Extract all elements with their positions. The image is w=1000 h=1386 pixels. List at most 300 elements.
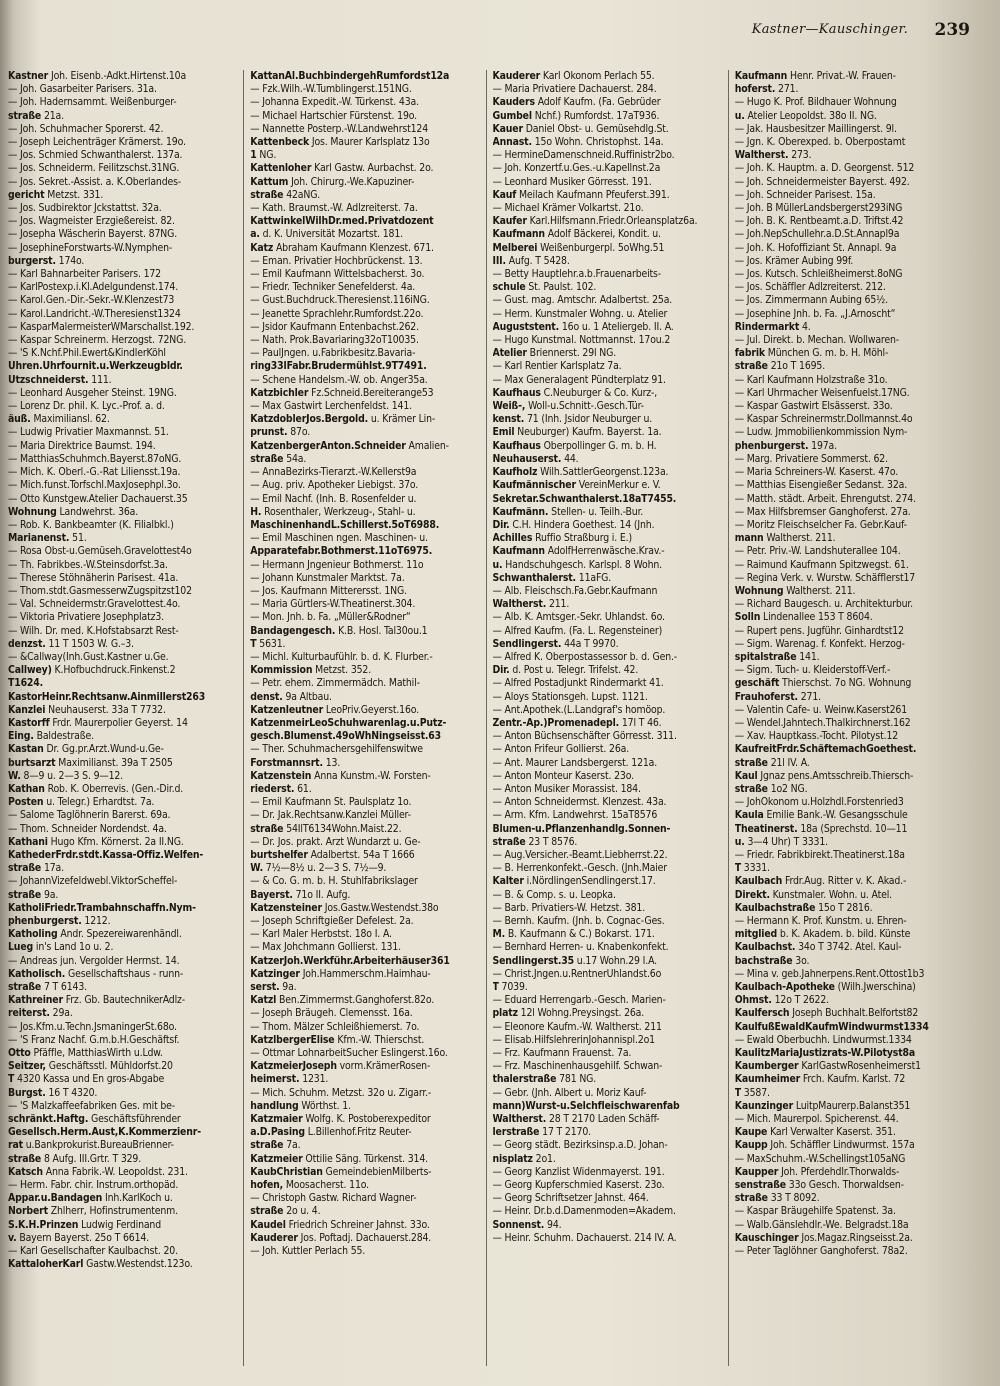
entry-surname: Auguststent. (492, 320, 560, 333)
directory-entry-line: Kathani Hugo Kfm. Körnerst. 2a II.NG. (8, 835, 184, 848)
directory-entry-line: — Georg städt. Bezirksinsp.a.D. Johan- (492, 1139, 668, 1152)
directory-entry-line: — PaulJngen. u.Fabrikbesitz.Bavaria- (250, 347, 416, 360)
page-header (30, 20, 970, 46)
directory-entry-line (735, 1021, 967, 1034)
directory-entry-line: — Max Johchmann Gollierst. 131. (250, 941, 401, 954)
entry-surname: Atelier (492, 347, 527, 360)
directory-entry-line: a. d. K. Universität Mozartst. 181. (250, 228, 403, 241)
directory-entry-line: — Karl Bahnarbeiter Parisers. 172 (8, 268, 161, 281)
directory-entry-line: — KasparMalermeisterWMarschallst.192. (8, 320, 195, 333)
entry-surname: Kaunzinger (734, 1099, 794, 1112)
entry-surname: Achilles (492, 532, 533, 545)
directory-entry-line: — Heinr. Schuhm. Dachauerst. 214 IV. A. (492, 1231, 677, 1244)
directory-entry-line: kenst. 71 (Inh. Jsidor Neuburger u. (492, 413, 653, 426)
directory-entry-line: — 'S Franz Nachf. G.m.b.H.Geschäftsf. (8, 1033, 180, 1046)
entry-surname: nisplatz (492, 1152, 533, 1165)
entry-surname: Kaulbachst. (734, 941, 796, 954)
entry-surname: Katzbichler (250, 386, 309, 399)
directory-entry-line: Katzbichler Fz.Schneid.Bereiterange53 (250, 386, 434, 399)
directory-entry-line: — Eman. Privatier Hochbrückenst. 13. (250, 254, 423, 267)
directory-entry-line: Katholisch. Gesellschaftshaus - runn- (8, 967, 184, 980)
directory-entry-line: Wohnung Waltherst. 211. (734, 584, 856, 597)
entry-surname: handlung (250, 1099, 299, 1112)
directory-entry-line: — Hermann Jngenieur Bothmerst. 11o (250, 558, 424, 571)
directory-entry-line: u. 3—4 Uhr) T 3331. (734, 835, 828, 848)
entry-surname: ring33lFabr.Brudermühlst.9T7491. (250, 360, 427, 373)
directory-entry-line: — Anton Monteur Kaserst. 23o. (492, 769, 634, 782)
entry-surname: Wohnung (734, 584, 784, 597)
entry-surname: Eing. (8, 730, 34, 743)
entry-surname: Annast. (492, 136, 532, 149)
directory-entry-line: prunst. 87o. (250, 426, 311, 439)
entry-surname: mitglied (734, 928, 778, 941)
directory-entry-line: Katzenstein Anna Kunstm.-W. Forsten- (250, 769, 431, 782)
directory-entry-line: straße 54a. (250, 452, 307, 465)
directory-entry-line: — HermineDamenschneid.Ruffinistr2bo. (492, 149, 675, 162)
directory-entry-line: — 'S K.Nchf.Phil.Ewert&KindlerKöhl (8, 347, 166, 360)
entry-surname: senstraße (734, 1179, 786, 1192)
entry-surname: straße (8, 981, 42, 994)
entry-surname: Sendlingerst. (492, 637, 562, 650)
directory-entry-line: — Jgn. K. Oberexped. b. Oberpostamt (734, 136, 906, 149)
directory-entry-line: — Alfred K. Oberpostassessor b. d. Gen.- (492, 650, 678, 663)
directory-entry-line: — Christoph Gastw. Richard Wagner- (250, 1192, 417, 1205)
directory-entry-line: Kaufmann Henr. Privat.-W. Frauen- (734, 70, 896, 82)
directory-entry-line: Kattum Joh. Chirurg.-We.Kapuziner- (250, 175, 415, 188)
entry-surname: Kattenloher (250, 162, 312, 175)
directory-entry-line: Auguststent. 16o u. 1 Ateliergeb. II. A. (492, 320, 674, 333)
directory-entry-line: — Karol.Gen.-Dir.-Sekr.-W.Klenzest73 (8, 294, 175, 307)
entry-surname: Kauderer (250, 1231, 298, 1244)
entry-surname: Dir. (492, 518, 510, 531)
entry-surname: Kattum (250, 175, 289, 188)
entry-surname: u. (492, 558, 503, 571)
directory-entry-line: phenburgerst. 1212. (8, 915, 111, 927)
entry-surname: Kathreiner (8, 994, 63, 1007)
entry-surname: KattaloherKarl (8, 1258, 84, 1271)
entry-surname: heimerst. (250, 1073, 300, 1086)
directory-entry-line: mitglied b. K. Akadem. b. bild. Künste (734, 928, 911, 941)
entry-surname: Kaul (734, 769, 758, 782)
directory-entry-line: — Emil Kaufmann Wittelsbacherst. 3o. (250, 268, 425, 281)
directory-entry-line (8, 360, 240, 373)
entry-surname: T (734, 1086, 741, 1099)
directory-entry-line: Katholing Andr. Spezereiwarenhändl. (8, 928, 182, 941)
directory-entry-line: — Josepha Wäscherin Bayerst. 87NG. (8, 228, 178, 241)
entry-surname: a.D.Pasing (250, 1126, 305, 1139)
directory-entry-line: — Max Generalagent Pündterplatz 91. (492, 373, 666, 386)
directory-entry-line (250, 545, 482, 558)
directory-entry-line (8, 1126, 240, 1139)
entry-surname: Kaulfersch (734, 1007, 790, 1020)
entry-surname: KaulfußEwaldKaufmWindwurmst1334 (734, 1020, 929, 1033)
entry-surname: Waltherst. (492, 598, 547, 611)
directory-entry-line: Bayerst. 71o II. Aufg. (250, 888, 351, 901)
entry-surname: platz (492, 1007, 518, 1020)
entry-surname: Kaufhaus (492, 386, 541, 399)
directory-entry-line: — Moritz Fleischselcher Fa. Gebr.Kauf- (734, 518, 907, 531)
directory-entry-line: serst. 9a. (250, 981, 297, 994)
directory-entry-line: — Dr. Jos. prakt. Arzt Wundarzt u. Ge- (250, 835, 421, 848)
column-2 (250, 70, 486, 1366)
directory-entry-line: Kathreiner Frz. Gb. BautechnikerAdlz- (8, 994, 186, 1007)
directory-entry-line: Lueg in's Land 1o u. 2. (8, 941, 114, 954)
entry-surname: Kaumberger (734, 1060, 799, 1073)
directory-entry-line: — Mich.funst.Torfschl.MaxJosephpl.3o. (8, 479, 181, 492)
entry-surname: phenburgerst. (8, 915, 82, 927)
directory-entry-line: — Betty Hauptlehr.a.b.Frauenarbeits- (492, 268, 661, 281)
directory-entry-line: — Michael Krämer Volkartst. 21o. (492, 202, 644, 215)
entry-surname: kenst. (492, 413, 525, 426)
directory-entry-line: Sonnenst. 94. (492, 1218, 562, 1231)
directory-entry-line: — Nannette Posterp.-W.Landwehrst124 (250, 122, 429, 135)
entry-surname: Ohmst. (734, 994, 772, 1007)
directory-entry-line: — MatthiasSchuhmch.Bayerst.87oNG. (8, 452, 182, 465)
directory-entry-line: — Jos. Sudbirektor Jckstattst. 32a. (8, 202, 162, 215)
directory-entry-line: Kaumberger KarlGastwRosenheimerst1 (734, 1060, 921, 1073)
directory-entry-line: KatzlbergerElise Kfm.-W. Thierschst. (250, 1033, 425, 1046)
directory-entry-line: schränkt.Haftg. Geschäftsführender (8, 1113, 181, 1126)
directory-entry-line: — Alfred Postadjunkt Rindermarkt 41. (492, 677, 664, 690)
entry-surname: T (734, 862, 741, 875)
directory-entry-line (8, 691, 240, 704)
directory-entry-line: — Barb. Privatiers-W. Hetzst. 381. (492, 901, 646, 914)
entry-surname: Sendlingerst.35 (492, 954, 574, 967)
entry-surname: KatzlbergerElise (250, 1033, 335, 1046)
directory-entry-line: — Maria Privatiere Dachauerst. 284. (492, 83, 657, 96)
entry-surname: Kauschinger (734, 1231, 799, 1244)
directory-entry-line: — JohOkonom u.Holzhdl.Forstenried3 (734, 796, 904, 809)
entry-surname: prunst. (250, 426, 288, 439)
entry-surname: Apparatefabr.Bothmerst.11oT6975. (250, 545, 433, 558)
directory-entry-line: Kaupp Joh. Schäffler Lindwurmst. 157a (734, 1139, 915, 1152)
directory-entry-line: burtshelfer Adalbertst. 54a T 1666 (250, 848, 415, 861)
entry-surname: reiterst. (8, 1007, 50, 1020)
directory-entry-line: Kastorff Frdr. Maurerpolier Geyerst. 14 (8, 716, 188, 729)
directory-entry-line (8, 902, 240, 915)
directory-entry-line: — Wilh. Dr. med. K.Hofstabsarzt Rest- (8, 624, 179, 637)
directory-entry-line: — Peter Taglöhner Ganghoferst. 78a2. (734, 1245, 908, 1258)
entry-surname: rat (8, 1139, 23, 1152)
directory-entry-line: Kastan Dr. Gg.pr.Arzt.Wund-u.Ge- (8, 743, 164, 756)
entry-surname: Kaudel (250, 1218, 286, 1231)
entry-surname: Kaufer (492, 215, 527, 228)
entry-surname: phenburgerst. (734, 439, 809, 452)
directory-entry-line: Zentr.-Ap.)Promenadepl. 17l T 46. (492, 716, 662, 729)
entry-surname: III. (492, 254, 506, 267)
entry-surname: Kaufmann (734, 70, 788, 82)
entry-surname: Kommission (250, 664, 313, 677)
directory-entry-line: Appar.u.Bandagen Inh.KarlKoch u. (8, 1192, 173, 1205)
directory-entry-line: Kauders Adolf Kaufm. (Fa. Gebrüder (492, 96, 661, 109)
directory-entry-line (735, 1047, 967, 1060)
directory-entry-line: — Anton Schneidermst. Klenzest. 43a. (492, 796, 667, 809)
directory-entry-line: — Bernh. Kaufm. (Jnh. b. Cognac-Ges. (492, 915, 665, 927)
directory-entry-line: Theatinerst. 18a (Sprechstd. 10—11 (734, 822, 908, 835)
directory-entry-line: Kommission Metzst. 352. (250, 664, 372, 677)
entry-surname: lerstraße (492, 1126, 540, 1139)
directory-entry-line: — Joseph Schriftgießer Defelest. 2a. (250, 915, 414, 927)
directory-entry-line: Kaulbachstraße 15o T 2816. (734, 901, 873, 914)
entry-surname: straße (734, 756, 768, 769)
entry-surname: Katzinger (250, 967, 300, 980)
directory-entry-line: Kaunzinger LuitpMaurerp.Balanst351 (734, 1099, 911, 1112)
entry-surname: burtshelfer (250, 848, 308, 861)
directory-entry-line: — Kaspar Bräugehilfe Spatenst. 3a. (734, 1205, 896, 1218)
directory-entry-line: Emil Neuburger) Kaufm. Bayerst. 1a. (492, 426, 662, 439)
directory-entry-line: — Mich. Maurerpol. Spicherenst. 44. (734, 1113, 899, 1126)
entry-surname: fabrik (734, 347, 765, 360)
directory-entry-line: — Jos. Krämer Aubing 99f. (734, 254, 854, 267)
directory-entry-line: — Sigm. Tuch- u. Kleiderstoff-Verf.- (734, 664, 891, 677)
directory-entry-line: — Rosa Obst-u.Gemüseh.Gravelottest4o (8, 545, 192, 558)
directory-entry-line (493, 493, 725, 506)
directory-entry-line: bachstraße 3o. (734, 954, 810, 967)
directory-entry-line: straße 54IlT6134Wohn.Maist.22. (250, 822, 402, 835)
directory-entry-line (493, 823, 725, 836)
entry-surname: burtsarzt (8, 756, 56, 769)
entry-surname: denst. (250, 690, 283, 703)
running-head: Kastner—Kauschinger. (751, 22, 908, 37)
entry-surname: 1 (250, 149, 257, 162)
entry-surname: thalerstraße (492, 1073, 557, 1086)
directory-entry-line: KattaloherKarl Gastw.Westendst.123o. (8, 1258, 193, 1271)
directory-entry-line: — Kath. Braumst.-W. Adlzreiterst. 7a. (250, 202, 418, 215)
entry-surname: KaulitzMariaJustizrats-W.Pilotyst8a (734, 1047, 916, 1060)
entry-surname: Burgst. (8, 1086, 46, 1099)
directory-entry-line: nisplatz 2o1. (492, 1152, 556, 1165)
entry-surname: Weiß-, (492, 400, 526, 413)
directory-entry-line: Dir. d. Post u. Telegr. Trifelst. 42. (492, 664, 639, 677)
entry-surname: KastorHeinr.Rechtsanw.Ainmillerst263 (8, 690, 206, 703)
directory-entry-line: — Matth. städt. Arbeit. Ehrengutst. 274. (734, 492, 916, 505)
directory-entry-line: straße 21l IV. A. (734, 756, 810, 769)
directory-entry-line: 1 NG. (250, 149, 277, 162)
entry-surname: Dir. (492, 664, 510, 677)
entry-surname: Kaumheimer (734, 1073, 801, 1086)
directory-entry-line: — JohannVizefeldwebl.ViktorScheffel- (8, 875, 178, 888)
directory-entry-line: — Jak. Hausbesitzer Maillingerst. 9l. (734, 122, 897, 135)
entry-surname: KatzmeierJoseph (250, 1060, 337, 1073)
directory-entry-line: — Mich. Schuhm. Metzst. 32o u. Zigarr.- (250, 1086, 432, 1099)
directory-entry-line: Kauderer Jos. Poftadj. Dachauerst.284. (250, 1231, 432, 1244)
entry-surname: Bandagengesch. (250, 624, 336, 637)
entry-surname: Kaupper (734, 1165, 779, 1178)
directory-entry-line: Kattenbeck Jos. Maurer Karlsplatz 13o (250, 136, 430, 149)
entry-surname: Marianenst. (8, 532, 70, 545)
entry-surname: KaubChristian (250, 1165, 323, 1178)
directory-entry-line: — Gust. mag. Amtschr. Adalbertst. 25a. (492, 294, 673, 307)
directory-entry-line: Sendlingerst.35 u.17 Wohn.29 I.A. (492, 954, 657, 967)
directory-entry-line: Kalter i.NördlingenSendlingerst.17. (492, 875, 656, 888)
directory-entry-line: — Joh. Schuhmacher Sporerst. 42. (8, 122, 164, 135)
directory-entry-line: — Elisab.HilfslehrerinJohannispl.2o1 (492, 1033, 655, 1046)
directory-entry-line: Posten u. Telegr.) Erhardtst. 7a. (8, 796, 155, 809)
directory-entry-line: — Christ.Jngen.u.RentnerUhlandst.6o (492, 967, 662, 980)
directory-entry-line: — Th. Fabrikbes.-W.Steinsdorfst.3a. (8, 558, 168, 571)
entry-surname: H. (250, 505, 262, 518)
entry-surname: spitalstraße (734, 650, 797, 663)
directory-entry-line: — &Callway(Inh.Gust.Kastner u.Ge. (8, 650, 169, 663)
directory-entry-line: — Michael Hartschier Fürstenst. 19o. (250, 109, 417, 122)
entry-surname: Kaupe (734, 1126, 768, 1139)
directory-entry-line: reiterst. 29a. (8, 1007, 73, 1020)
directory-entry-line: — Joh. Kuttler Perlach 55. (250, 1245, 366, 1258)
directory-entry-line: straße 7a. (250, 1139, 301, 1152)
directory-entry-line: — Friedr. Fabrikbirekt.Theatinerst.18a (734, 848, 905, 861)
directory-entry-line: — Alfred Kaufm. (Fa. L. Regensteiner) (492, 624, 663, 637)
entry-surname: Kastner (8, 70, 49, 82)
entry-surname: Kauf (492, 188, 517, 201)
directory-entry-line: Frauhoferst. 271. (734, 690, 821, 703)
entry-surname: Katzenstein (250, 769, 312, 782)
directory-entry-line: — Hermann K. Prof. Kunstm. u. Ehren- (734, 915, 907, 927)
entry-surname: Sonnenst. (492, 1218, 545, 1231)
directory-entry-line: — Georg Kupferschmied Kaserst. 23o. (492, 1179, 665, 1192)
entry-surname: gericht (8, 188, 45, 201)
entry-surname: straße (250, 1205, 284, 1218)
directory-entry-line: — & Co. G. m. b. H. Stuhlfabrikslager (250, 875, 418, 888)
entry-surname: M. (492, 928, 506, 941)
entry-surname: Kaulbach-Apotheke (734, 981, 835, 994)
directory-entry-line: lerstraße 17 T 2170. (492, 1126, 591, 1139)
directory-entry-line: — Hugo Kunstmal. Nottmannst. 17ou.2 (492, 334, 671, 347)
directory-entry-line: straße 21a. (8, 109, 64, 122)
directory-entry-line: Kaupper Joh. Pferdehdlr.Thorwalds- (734, 1165, 900, 1178)
directory-entry-line (250, 215, 482, 228)
entry-surname: Katzmeier (250, 1152, 303, 1165)
directory-entry-line: Utzschneiderst. 111. (8, 373, 112, 386)
directory-entry-line: T 3587. (734, 1086, 770, 1099)
directory-entry-line: — Petr. ehem. Zimmermädch. Mathil- (250, 677, 420, 690)
entry-surname: straße (734, 1192, 768, 1205)
entry-surname: Katzmaier (250, 1113, 303, 1126)
directory-entry-line: — B. & Comp. s. u. Leopka. (492, 888, 616, 901)
directory-entry-line: — Joseph Leichenträger Krämerst. 19o. (8, 136, 186, 149)
entry-surname: straße (250, 1139, 284, 1152)
entry-surname: Schwanthalerst. (492, 571, 576, 584)
entry-surname: u. (734, 835, 745, 848)
directory-entry-line: Kaufmann AdolfHerrenwäsche.Krav.- (492, 545, 665, 558)
entry-surname: straße (250, 188, 284, 201)
directory-entry-line: Kaufmännischer VereinMerkur e. V. (492, 479, 661, 492)
directory-entry-line: — AnnaBezirks-Tierarzt.-W.Kellerst9a (250, 466, 417, 479)
directory-entry-line: — Richard Baugesch. u. Architekturbur. (734, 598, 913, 611)
entry-surname: Katsch (8, 1165, 43, 1178)
directory-entry-line: Kaudel Friedrich Schreiner Jahnst. 33o. (250, 1218, 430, 1231)
directory-entry-line: — Jos. Kutsch. Schleißheimerst.8oNG (734, 268, 903, 281)
directory-entry-line: T 3331. (734, 862, 770, 875)
directory-entry-line: — Mon. Jnh. b. Fa. „Müller&Rodner“ (250, 611, 411, 624)
directory-entry-line: Annast. 15o Wohn. Christophst. 14a. (492, 136, 664, 149)
directory-entry-line: straße 21o T 1695. (734, 360, 826, 373)
entry-surname: Kaufhaus (492, 439, 541, 452)
directory-entry-line: — Alb. Fleischsch.Fa.Gebr.Kaufmann (492, 584, 658, 597)
directory-entry-line: — Herm. Fabr. chir. Instrum.orthopäd. (8, 1179, 179, 1192)
directory-entry-line: thalerstraße 781 NG. (492, 1073, 597, 1086)
directory-entry-line: Katzmaier Wolfg. K. Postoberexpeditor (250, 1113, 431, 1126)
entry-surname: geschäft (734, 677, 780, 690)
column-4 (735, 70, 970, 1366)
entry-surname: KatzenbergerAnton.Schneider (250, 439, 406, 452)
entry-surname: Kalter (492, 875, 524, 888)
directory-entry-line: Kauderer Karl Ökonom Perlach 55. (492, 70, 655, 82)
directory-entry-line: — Karl Kaufmann Holzstraße 31o. (734, 373, 888, 386)
directory-entry-line: — Herm. Kunstmaler Wohng. u. Atelier (492, 307, 668, 320)
directory-entry-line: Katzensteiner Jos.Gastw.Westendst.38o (250, 901, 439, 914)
entry-surname: Kauders (492, 96, 535, 109)
directory-entry-line (250, 717, 482, 730)
entry-surname: KaufreitFrdr.SchäftemachGoethest. (734, 743, 917, 756)
directory-entry-line: Kaufholz Wilh.SattlerGeorgenst.123a. (492, 466, 669, 479)
entry-surname: straße (8, 1152, 42, 1165)
directory-entry-line: — Rupert pens. Jugführ. Ginhardtst12 (734, 624, 904, 637)
directory-entry-line: straße 7 T 6143. (8, 981, 87, 994)
entry-surname: denzst. (8, 637, 46, 650)
directory-entry-line: — Emil Maschinen ngen. Maschinen- u. (250, 532, 428, 545)
entry-surname: Kaula (734, 809, 764, 822)
directory-entry-line: spitalstraße 141. (734, 650, 820, 663)
directory-entry-line: Gumbel Nchf.) Rumfordst. 17aT936. (492, 109, 660, 122)
directory-entry-line: — Val. Schneidermstr.Gravelottest.4o. (8, 598, 181, 611)
entry-surname: Kaufmänn. (492, 505, 549, 518)
entry-surname: straße (8, 109, 42, 122)
columns-container (8, 70, 970, 1366)
entry-surname: KatzenmeirLeoSchuhwarenlag.u.Putz- (250, 716, 447, 729)
directory-entry-line: Waltherst. 273. (734, 149, 812, 162)
entry-surname: Kaulbach (734, 875, 783, 888)
entry-surname: Katholisch. (8, 967, 66, 980)
directory-entry-line: — Gust.Buchdruck.Theresienst.116iNG. (250, 294, 430, 307)
directory-entry-line: Bandagengesch. K.B. Hosl. Tal30ou.1 (250, 624, 428, 637)
directory-entry-line: — Johann Kunstmaler Marktst. 7a. (250, 571, 405, 584)
directory-entry-line: straße 9a. (8, 888, 59, 901)
directory-entry-line: KatzenbergerAnton.Schneider Amalien- (250, 439, 449, 452)
entry-surname: äuß. (8, 413, 31, 426)
directory-entry-line: Kaumheimer Frch. Kaufm. Karlst. 72 (734, 1073, 906, 1086)
directory-entry-line: — Hugo K. Prof. Bildhauer Wohnung (734, 96, 897, 109)
directory-entry-line: — Georg Kanzlist Widenmayerst. 191. (492, 1165, 665, 1178)
entry-surname: Kaupp (734, 1139, 768, 1152)
directory-entry-line: — Xav. Hauptkass.-Tocht. Pilotyst.12 (734, 730, 899, 743)
directory-entry-line: Sendlingerst. 44a T 9970. (492, 637, 619, 650)
entry-surname: Katzenleutner (250, 703, 324, 716)
directory-entry-line: Kattenloher Karl Gastw. Aurbachst. 2o. (250, 162, 434, 175)
directory-entry-line: — JosephineForstwarts-W.Nymphen- (8, 241, 173, 254)
entry-surname: Kaulbachstraße (734, 901, 816, 914)
directory-entry-line: — Eduard Herrengarb.-Gesch. Marien- (492, 994, 666, 1007)
directory-entry-line: straße 17a. (8, 862, 64, 875)
directory-entry-line: — Petr. Priv.-W. Landshuterallee 104. (734, 545, 901, 558)
directory-entry-line: — Johanna Expedit.-W. Türkenst. 43a. (250, 96, 419, 109)
directory-entry-line: — Anton Musiker Morassist. 184. (492, 782, 641, 795)
entry-surname: Katholing (8, 928, 58, 941)
directory-entry-line: KaubChristian GemeindebienMilberts- (250, 1165, 432, 1178)
entry-surname: Kattenbeck (250, 136, 310, 149)
directory-entry-line: — Wendel.Jahntech.Thalkirchnerst.162 (734, 716, 911, 729)
entry-surname: S.K.H.Prinzen (8, 1218, 79, 1231)
directory-entry-line: straße 23 T 8576. (492, 835, 578, 848)
directory-entry-line: Kauf Meilach Kaufmann Pfeuferst.391. (492, 188, 670, 201)
directory-entry-line: — Jos. Schneiderm. Feilitzschst.31NG. (8, 162, 180, 175)
directory-entry-line: Katzl Ben.Zimmermst.Ganghoferst.82o. (250, 994, 435, 1007)
directory-entry-line: — Joh. Hadernsammt. Weißenburger- (8, 96, 177, 109)
directory-entry-line: — Fzk.Wilh.-W.Tumblingerst.151NG. (250, 83, 412, 96)
directory-entry-line: — Jos.Kfm.u.Techn.JsmaningerSt.68o. (8, 1020, 177, 1033)
directory-entry-line: — Karl Maler Herbstst. 18o I. A. (250, 928, 392, 941)
directory-entry-line: v. Bayern Bayerst. 25o T 6614. (8, 1231, 149, 1244)
directory-entry-line: T 7039. (492, 981, 528, 994)
